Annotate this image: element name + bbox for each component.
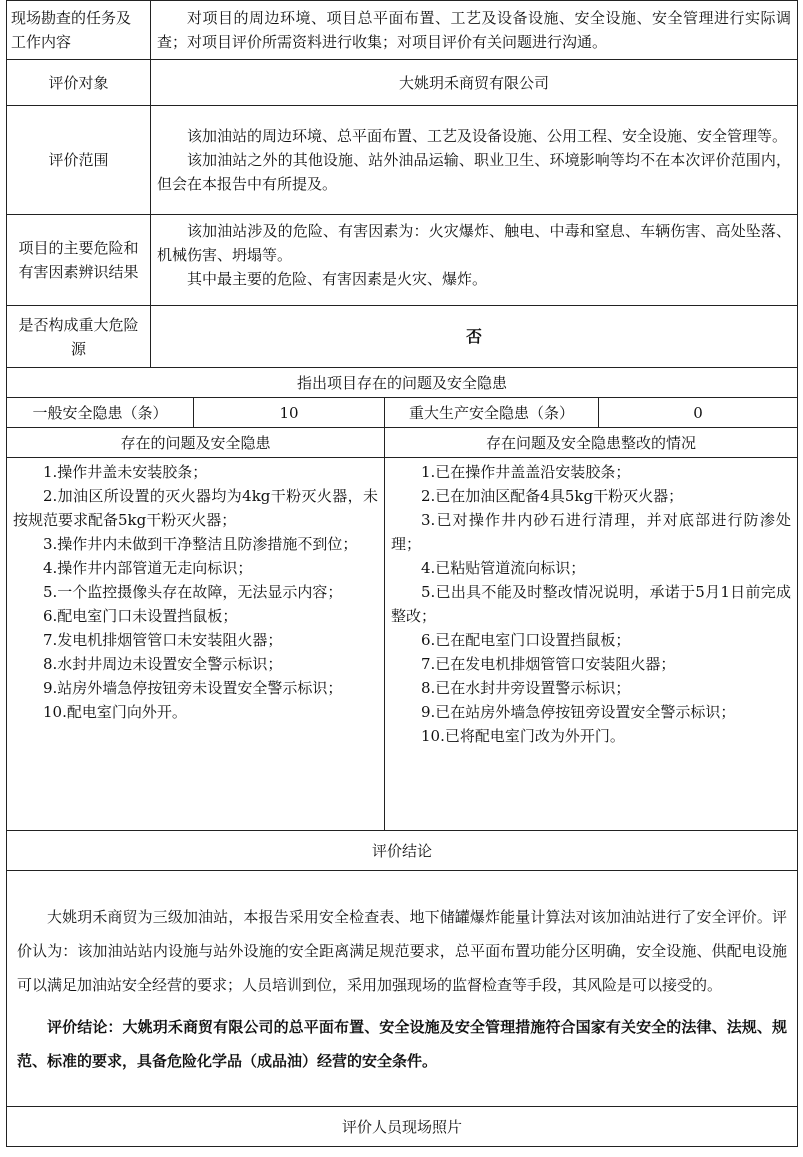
list-item: 5.一个监控摄像头存在故障，无法显示内容； [43, 583, 343, 601]
major-hazard-value: 否 [151, 306, 798, 368]
list-item: 9.站房外墙急停按钮旁未设置安全警示标识； [43, 679, 343, 697]
general-hazards-label: 一般安全隐患（条） [7, 398, 194, 428]
list-item: 4.已粘贴管道流向标识； [421, 559, 586, 577]
issues-title-row [7, 368, 798, 398]
list-item: 1.操作井盖未安装胶条； [43, 463, 208, 481]
hazards-label: 项目的主要危险和有害因素辨识结果 [7, 215, 151, 306]
list-item: 10.已将配电室门改为外开门。 [421, 727, 625, 745]
conclusion-title: 评价结论 [7, 831, 798, 871]
list-item: 9.已在站房外墙急停按钮旁设置安全警示标识； [421, 703, 736, 721]
list-item: 8.水封井周边未设置安全警示标识； [43, 655, 283, 673]
list-item: 3.操作井内未做到干净整洁且防渗措施不到位； [43, 535, 358, 553]
task-row [7, 1, 798, 60]
scope-paragraph-2: 该加油站之外的其他设施、站外油品运输、职业卫生、环境影响等均不在本次评价范围内，但会在本报告中有所提及。 [157, 151, 792, 193]
evaluation-table [6, 0, 798, 1147]
list-item: 10.配电室门向外开。 [43, 703, 187, 721]
scope-content [151, 106, 798, 215]
list-item: 3.已对操作井内砂石进行清理，并对底部进行防渗处理； [391, 511, 792, 553]
list-item: 8.已在水封井旁设置警示标识； [421, 679, 631, 697]
conclusion-title-row [7, 831, 798, 871]
issue-counts-row [7, 398, 798, 428]
major-hazards-count: 0 [599, 398, 798, 428]
task-label: 现场勘查的任务及工作内容 [7, 1, 151, 60]
object-row [7, 60, 798, 106]
major-hazard-row [7, 306, 798, 368]
photos-title: 评价人员现场照片 [7, 1107, 798, 1147]
list-item: 6.已在配电室门口设置挡鼠板； [421, 631, 631, 649]
conclusion-final-statement: 评价结论：大姚玥禾商贸有限公司的总平面布置、安全设施及安全管理措施符合国家有关安全的法律、法规、规范、标准的要求，具备危险化学品（成品油）经营的安全条件。 [17, 1017, 788, 1070]
photos-title-row [7, 1107, 798, 1147]
hazards-row [7, 215, 798, 306]
issues-lists-row [7, 458, 798, 831]
object-content: 大姚玥禾商贸有限公司 [151, 60, 798, 106]
scope-label: 评价范围 [7, 106, 151, 215]
list-item: 7.已在发电机排烟管管口安装阻火器； [421, 655, 676, 673]
scope-paragraph-1: 该加油站的周边环境、总平面布置、工艺及设备设施、公用工程、安全设施、安全管理等。 [187, 127, 788, 145]
major-hazard-label: 是否构成重大危险源 [7, 306, 151, 368]
conclusion-body [7, 871, 798, 1107]
scope-row [7, 106, 798, 215]
problems-column-header: 存在的问题及安全隐患 [7, 428, 385, 458]
list-item: 7.发电机排烟管管口未安装阻火器； [43, 631, 283, 649]
list-item: 2.加油区所设置的灭火器均为4kg干粉灭火器，未按规范要求配备5kg干粉灭火器； [13, 487, 378, 529]
hazards-paragraph-1: 该加油站涉及的危险、有害因素为：火灾爆炸、触电、中毒和窒息、车辆伤害、高处坠落、机械伤害、坍塌等。 [157, 222, 792, 264]
hazards-paragraph-2: 其中最主要的危险、有害因素是火灾、爆炸。 [187, 270, 488, 288]
list-item: 1.已在操作井盖盖沿安装胶条； [421, 463, 631, 481]
list-item: 6.配电室门口未设置挡鼠板； [43, 607, 238, 625]
hazards-content [151, 215, 798, 306]
list-item: 4.操作井内部管道无走向标识； [43, 559, 253, 577]
object-label: 评价对象 [7, 60, 151, 106]
rectifications-list [385, 458, 798, 831]
rectification-column-header: 存在问题及安全隐患整改的情况 [385, 428, 798, 458]
conclusion-body-row [7, 871, 798, 1107]
conclusion-paragraph: 大姚玥禾商贸为三级加油站，本报告采用安全检查表、地下储罐爆炸能量计算法对该加油站进行了安全评价。评价认为：该加油站站内设施与站外设施的安全距离满足规范要求，总平面布置功能分区明确，安全设施、供配电设施可以满足加油站安全经营的要求；人员培训到位，采用加强现场的监督检查等手段，其风险是可以接受的。 [17, 907, 788, 994]
major-hazards-label: 重大生产安全隐患（条） [385, 398, 599, 428]
task-content: 对项目的周边环境、项目总平面布置、工艺及设备设施、安全设施、安全管理进行实际调查；对项目评价所需资料进行收集；对项目评价有关问题进行沟通。 [151, 1, 798, 60]
issues-section-title: 指出项目存在的问题及安全隐患 [7, 368, 798, 398]
general-hazards-count: 10 [194, 398, 385, 428]
issues-header-row [7, 428, 798, 458]
problems-list [7, 458, 385, 831]
list-item: 5.已出具不能及时整改情况说明，承诺于5月1日前完成整改； [391, 583, 792, 625]
list-item: 2.已在加油区配备4具5kg干粉灭火器； [421, 487, 684, 505]
